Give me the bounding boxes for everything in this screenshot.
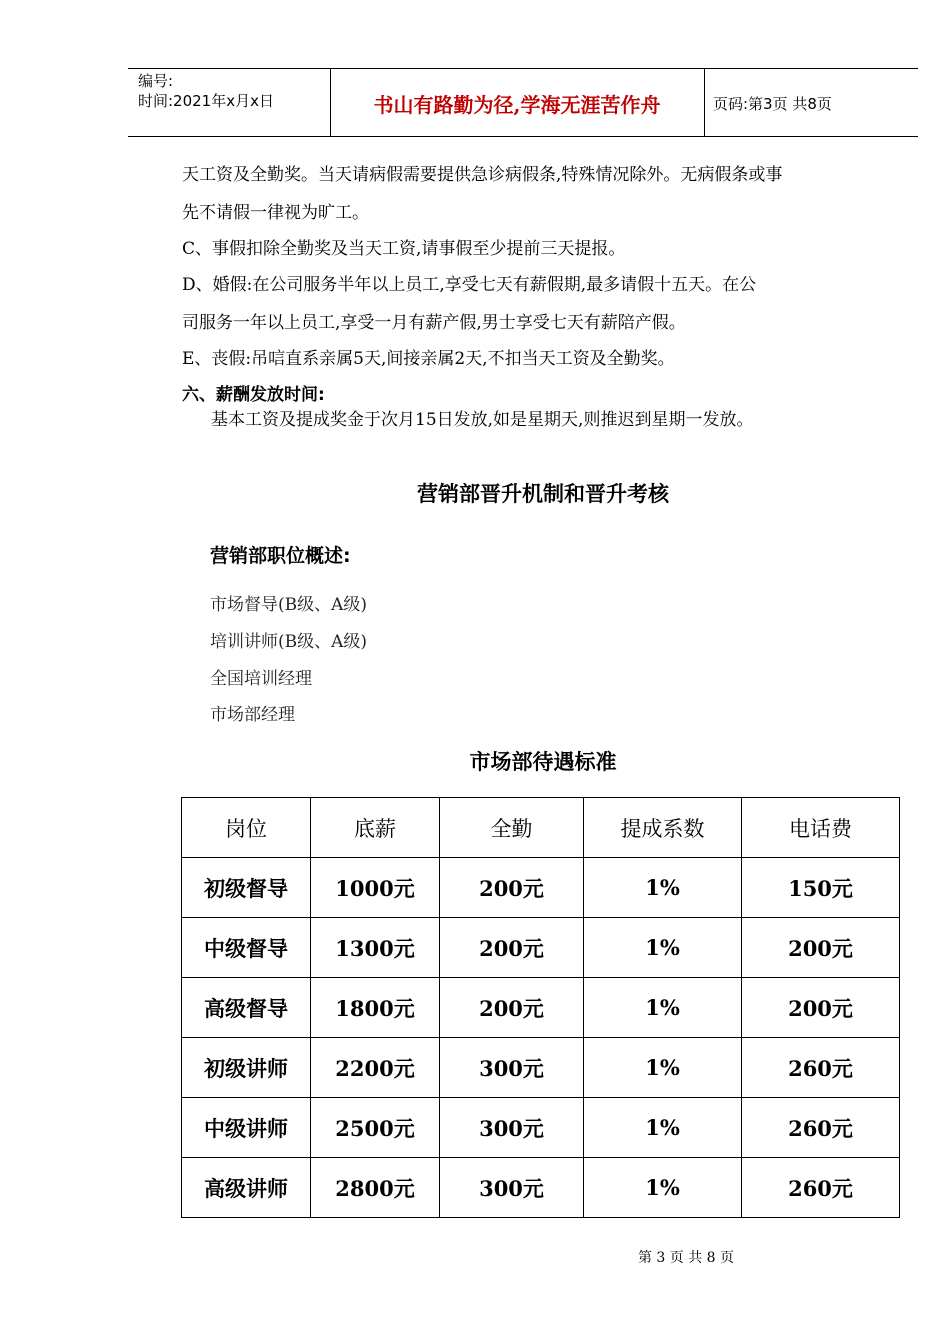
table-row: [182, 918, 900, 978]
table-cell: 1%: [584, 1098, 742, 1158]
column-header: 底薪: [311, 798, 440, 858]
table-cell: 260元: [742, 1158, 900, 1218]
table-cell: 初级督导: [182, 858, 311, 918]
table-cell: 2500元: [311, 1098, 440, 1158]
table-cell: 高级督导: [182, 978, 311, 1038]
table-row: [182, 858, 900, 918]
table-cell: 1%: [584, 1158, 742, 1218]
header-time: 时间:2021年x月x日: [138, 92, 274, 110]
column-header: 全勤: [440, 798, 584, 858]
header-motto: 书山有路勤为径,学海无涯苦作舟: [373, 93, 661, 117]
table-cell: 150元: [742, 858, 900, 918]
table-cell: 200元: [742, 918, 900, 978]
table-cell: 200元: [440, 858, 584, 918]
table-cell: 200元: [440, 918, 584, 978]
table-header-row: [182, 798, 900, 858]
table-cell: 初级讲师: [182, 1038, 311, 1098]
table-row: [182, 978, 900, 1038]
table-cell: 1%: [584, 978, 742, 1038]
table-cell: 200元: [742, 978, 900, 1038]
body-line: C、事假扣除全勤奖及当天工资,请事假至少提前三天提报。: [182, 239, 626, 259]
table-cell: 200元: [440, 978, 584, 1038]
column-header: 提成系数: [584, 798, 742, 858]
table-cell: 1000元: [311, 858, 440, 918]
body-line: 天工资及全勤奖。当天请病假需要提供急诊病假条,特殊情况除外。无病假条或事: [182, 165, 783, 185]
position-item: 培训讲师(B级、A级): [210, 632, 368, 652]
column-header: 电话费: [742, 798, 900, 858]
position-item: 市场督导(B级、A级): [210, 595, 368, 615]
body-line: 先不请假一律视为旷工。: [182, 203, 369, 223]
section-text: 基本工资及提成奖金于次月15日发放,如是星期天,则推迟到星期一发放。: [211, 410, 754, 430]
table-title: 市场部待遇标准: [469, 749, 617, 774]
header-divider: [704, 69, 705, 136]
table-cell: 260元: [742, 1038, 900, 1098]
overview-heading: 营销部职位概述:: [210, 545, 351, 567]
page-header: [128, 68, 918, 137]
table-cell: 2800元: [311, 1158, 440, 1218]
table-cell: 高级讲师: [182, 1158, 311, 1218]
table-cell: 中级督导: [182, 918, 311, 978]
section-heading: 六、薪酬发放时间:: [182, 385, 325, 405]
position-item: 市场部经理: [210, 705, 295, 725]
table-cell: 中级讲师: [182, 1098, 311, 1158]
table-cell: 1800元: [311, 978, 440, 1038]
table-cell: 1%: [584, 1038, 742, 1098]
compensation-table: [181, 797, 900, 1218]
header-page-number: 页码:第3页 共8页: [713, 95, 832, 113]
table-cell: 260元: [742, 1098, 900, 1158]
table-cell: 1%: [584, 858, 742, 918]
body-line: 司服务一年以上员工,享受一月有薪产假,男士享受七天有薪陪产假。: [182, 313, 686, 333]
table-cell: 300元: [440, 1038, 584, 1098]
page-footer: 第 3 页 共 8 页: [637, 1250, 735, 1266]
header-meta: [138, 71, 274, 111]
table-cell: 1%: [584, 918, 742, 978]
table-row: [182, 1098, 900, 1158]
body-line: E、丧假:吊唁直系亲属5天,间接亲属2天,不扣当天工资及全勤奖。: [182, 349, 675, 369]
table-row: [182, 1158, 900, 1218]
body-line: D、婚假:在公司服务半年以上员工,享受七天有薪假期,最多请假十五天。在公: [182, 275, 757, 295]
header-number: 编号:: [138, 72, 174, 90]
table-cell: 300元: [440, 1158, 584, 1218]
promotion-title: 营销部晋升机制和晋升考核: [417, 481, 669, 506]
column-header: 岗位: [182, 798, 311, 858]
position-item: 全国培训经理: [210, 669, 312, 689]
table-cell: 1300元: [311, 918, 440, 978]
table-cell: 300元: [440, 1098, 584, 1158]
table-cell: 2200元: [311, 1038, 440, 1098]
table-row: [182, 1038, 900, 1098]
